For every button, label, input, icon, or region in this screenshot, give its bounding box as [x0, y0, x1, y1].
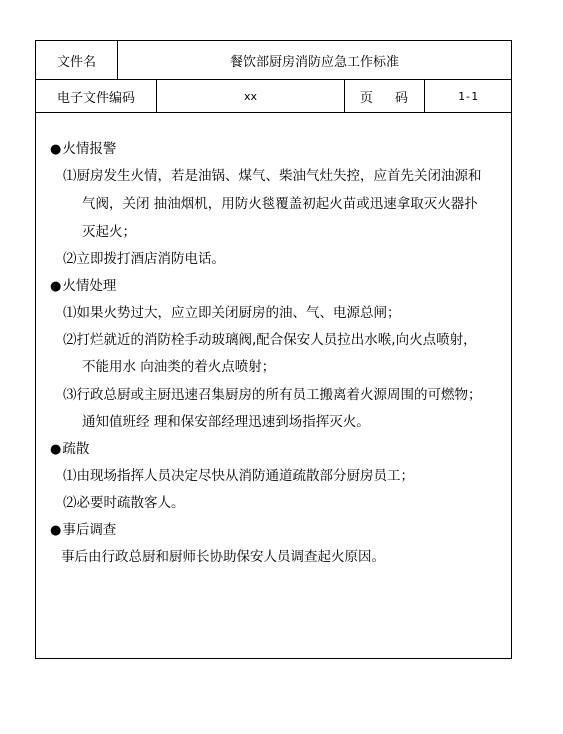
section-heading-fire-alarm: ●火情报警	[50, 141, 117, 157]
section-heading-investigation: ●事后调查	[50, 522, 117, 538]
document-title: 餐饮部厨房消防应急工作标准	[117, 41, 511, 79]
bullet-icon: ●	[50, 142, 62, 157]
list-item: ⑵必要时疏散客人。	[63, 495, 185, 511]
e-code-label: 电子文件编码	[56, 90, 135, 106]
list-item-continuation: 气阀，关闭 抽油烟机，用防火毯覆盖初起火苗或迅速拿取灭火器扑	[82, 196, 478, 212]
content-body	[36, 113, 511, 658]
list-item: ⑵立即拨打酒店消防电话。	[63, 251, 225, 267]
list-item: ⑴厨房发生火情，若是油锅、煤气、柴油气灶失控，应首先关闭油源和	[63, 168, 482, 184]
section-heading-fire-handling: ●火情处理	[50, 278, 117, 294]
list-item: ⑴由现场指挥人员决定尽快从消防通道疏散部分厨房员工；	[63, 468, 414, 484]
list-item: ⑵打烂就近的消防栓手动玻璃阀,配合保安人员拉出水喉,向火点喷射，	[63, 332, 477, 348]
list-item: ⑴如果火势过大，应立即关闭厨房的油、气、电源总闸；	[63, 305, 401, 321]
list-item-continuation: 灭起火；	[82, 224, 136, 240]
bullet-icon: ●	[50, 523, 62, 538]
header-row-title	[36, 41, 511, 80]
section-heading-evacuation: ●疏散	[50, 441, 90, 457]
header-row-meta	[36, 80, 511, 113]
document-frame	[35, 40, 512, 659]
list-item-continuation: 通知值班经 理和保安部经理迅速到场指挥灭火。	[82, 414, 370, 430]
list-item-continuation: 不能用水 向油类的着火点喷射；	[82, 359, 276, 375]
list-item: ⑶行政总厨或主厨迅速召集厨房的所有员工搬离着火源周围的可燃物；	[63, 387, 482, 403]
page-label: 页 码	[344, 80, 424, 112]
bullet-icon: ●	[50, 442, 62, 457]
page-value: 1-1	[424, 80, 511, 112]
paragraph: 事后由行政总厨和厨师长协助保安人员调查起火原因。	[61, 549, 385, 565]
bullet-icon: ●	[50, 279, 62, 294]
e-code-value: xx	[156, 80, 344, 112]
file-name-label: 文件名	[56, 54, 96, 70]
